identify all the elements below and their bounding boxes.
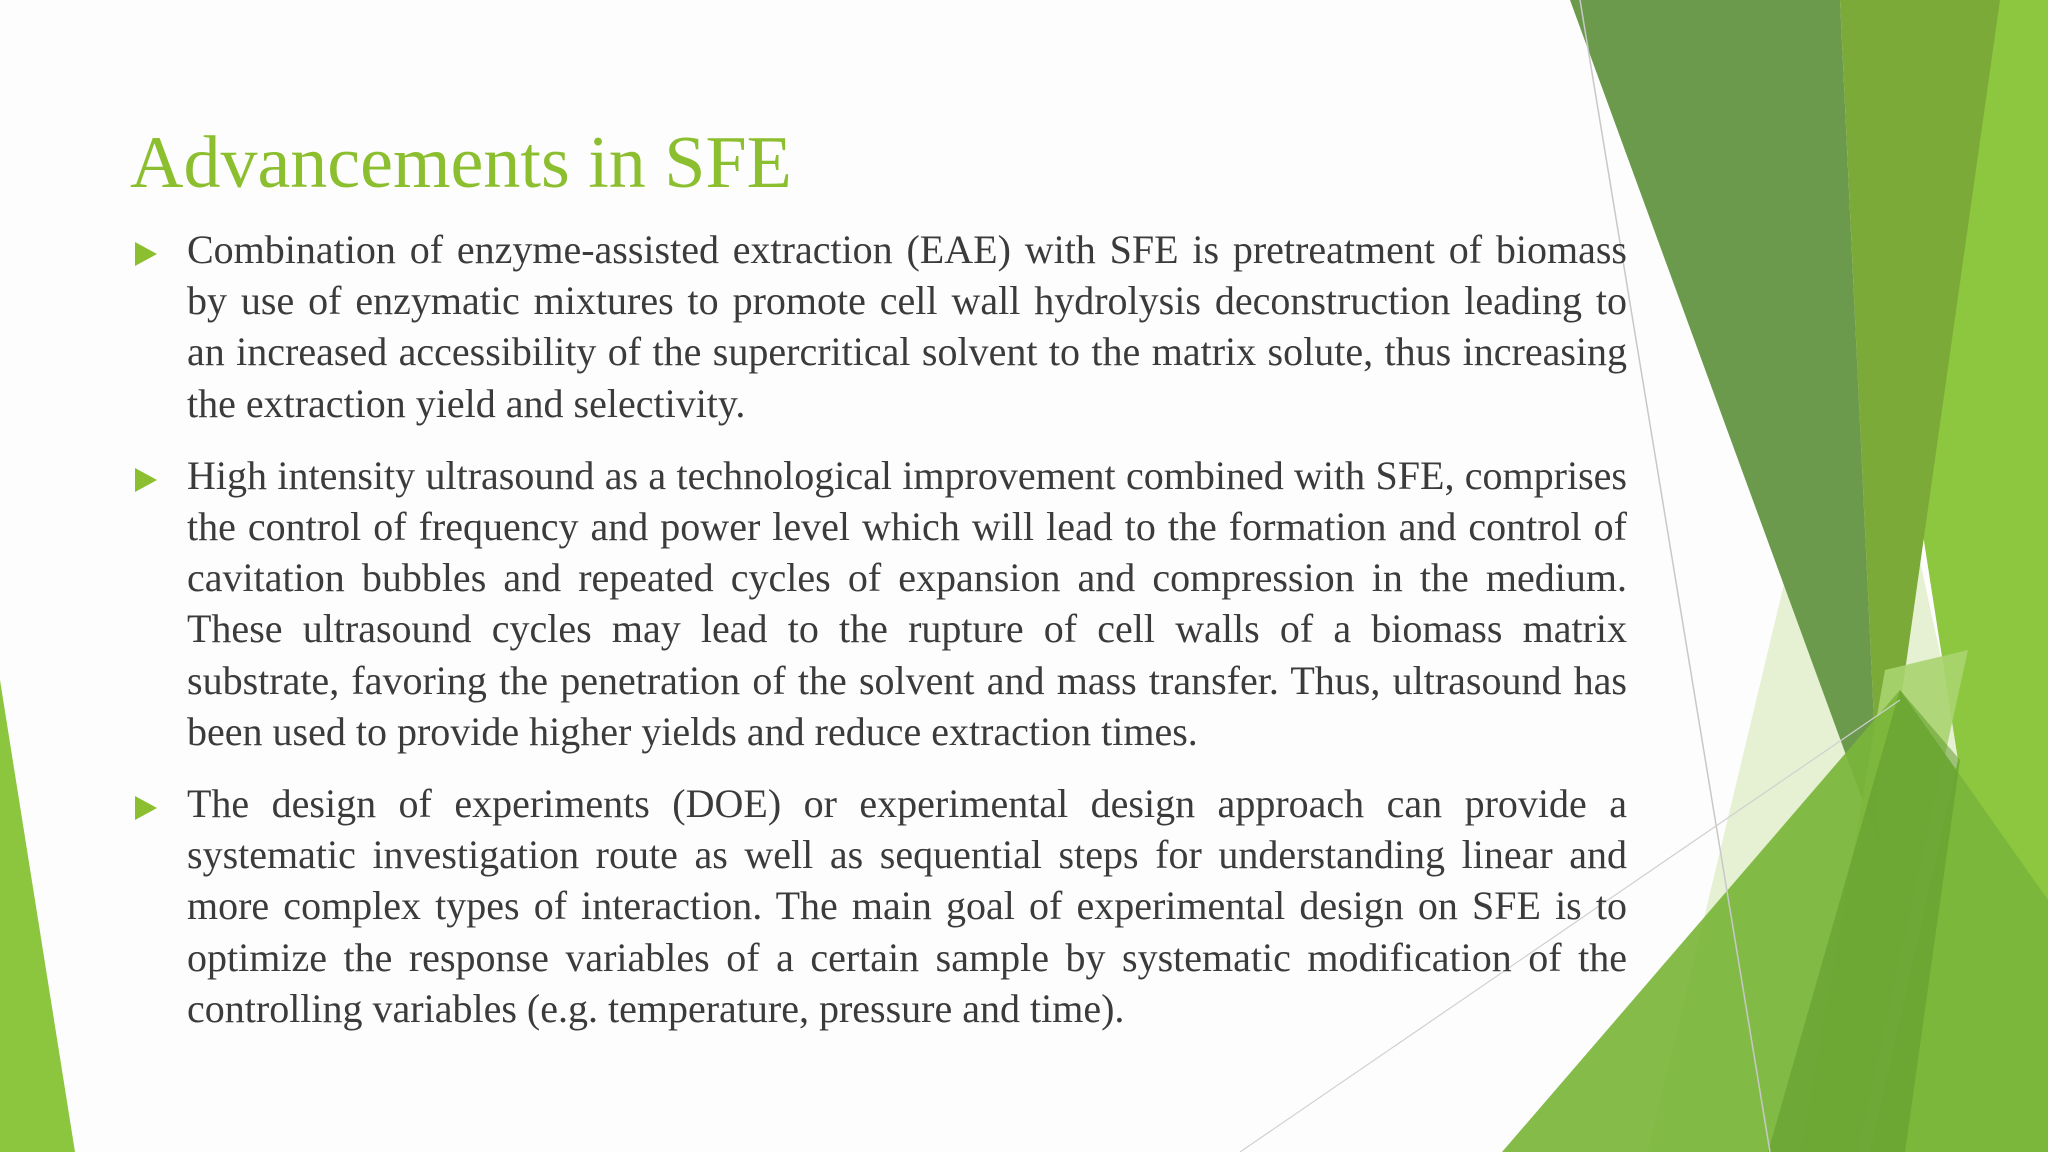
bullet-item	[130, 450, 1627, 757]
bullet-item	[130, 224, 1627, 429]
bullet-list	[130, 224, 1627, 1055]
slide-title: Advancements in SFE	[130, 122, 792, 204]
triangle-bullet-icon	[135, 796, 157, 820]
bullet-item	[130, 778, 1627, 1034]
bullet-text: Combination of enzyme-assisted extraction (EAE) with SFE is pretreatment of biomass by use of enzymatic mixtures to promote cell wall hydrolysis deconstruction leading to an increased accessibility of the supercritical solvent to the matrix solute, thus increasing the extraction yield and selectivity.	[187, 227, 1627, 426]
bullet-text: The design of experiments (DOE) or experimental design approach can provide a systematic investigation route as well as sequential steps for understanding linear and more complex types of interaction. The main goal of experimental design on SFE is to optimize the response variables of a certain sample by systematic modification of the controlling variables (e.g. temperature, pressure and time).	[187, 781, 1627, 1031]
bullet-text: High intensity ultrasound as a technological improvement combined with SFE, comprises the control of frequency and power level which will lead to the formation and control of cavitation bubbles and repeated cycles of expansion and compression in the medium. These ultrasound cycles may lead to the rupture of cell walls of a biomass matrix substrate, favoring the penetration of the solvent and mass transfer. Thus, ultrasound has been used to provide higher yields and reduce extraction times.	[187, 452, 1627, 754]
triangle-bullet-icon	[135, 468, 157, 492]
triangle-bullet-icon	[135, 242, 157, 266]
left-green-shard	[0, 680, 75, 1152]
